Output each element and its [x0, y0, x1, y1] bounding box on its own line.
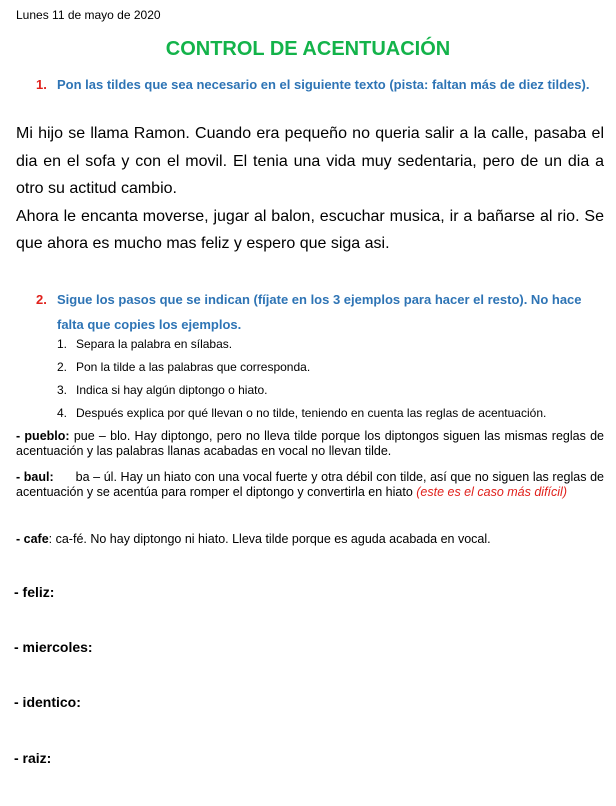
step-number: 4.	[57, 406, 68, 420]
example-cafe	[16, 532, 604, 547]
question-2-text: Sigue los pasos que se indican (fíjate en los 3 ejemplos para hacer el resto). No hace falta que copies los ejemplos.	[57, 292, 582, 332]
example-pueblo	[16, 429, 604, 459]
step-item	[57, 379, 546, 402]
question-1-text: Pon las tildes que sea necesario en el siguiente texto (pista: faltan más de diez tildes).	[57, 77, 590, 92]
example-text: pue – blo. Hay diptongo, pero no lleva tilde porque los diptongos siguen las mismas reglas de acentuación y las palabras llanas acabadas en vocal no llevan tilde.	[16, 429, 605, 458]
step-text: Separa la palabra en sílabas.	[76, 337, 233, 351]
step-text: Indica si hay algún diptongo o hiato.	[76, 383, 268, 397]
example-label: - baul:	[16, 470, 54, 484]
question-1-number: 1.	[36, 77, 47, 92]
exercise-paragraph-1: Mi hijo se llama Ramon. Cuando era pequeño no queria salir a la calle, pasaba el dia en el sofa y con el movil. El tenia una vida muy sedentaria, pero de un dia a otro su actitud cambio.	[16, 125, 604, 197]
step-text: Pon la tilde a las palabras que corresponda.	[76, 360, 311, 374]
exercise-word-miercoles: - miercoles:	[14, 639, 93, 655]
step-item	[57, 356, 546, 379]
exercise-word-identico: - identico:	[14, 694, 81, 710]
step-number: 1.	[57, 337, 68, 351]
example-label: - pueblo:	[16, 429, 70, 443]
steps-list	[57, 333, 546, 425]
question-1	[36, 77, 602, 93]
page-title: CONTROL DE ACENTUACIÓN	[165, 38, 451, 60]
exercise-word-raiz: - raiz:	[14, 750, 52, 766]
example-label: - cafe	[16, 532, 49, 546]
date-header: Lunes 11 de mayo de 2020	[16, 8, 161, 22]
step-number: 3.	[57, 383, 68, 397]
step-item	[57, 402, 546, 425]
exercise-text	[16, 120, 604, 258]
example-text: ba – úl. Hay un hiato con una vocal fuerte y otra débil con tilde, así que no siguen las reglas de acentuación y se acentúa para romper el diptongo y convertirla en hiato	[16, 470, 604, 499]
example-text: : ca-fé. No hay diptongo ni hiato. Lleva tilde porque es aguda acabada en vocal.	[48, 532, 491, 546]
example-note: (este es el caso más difícil)	[416, 485, 567, 499]
step-text: Después explica por qué llevan o no tilde, teniendo en cuenta las reglas de acentuación.	[76, 406, 547, 420]
step-item	[57, 333, 546, 356]
exercise-word-feliz: - feliz:	[14, 584, 55, 600]
step-number: 2.	[57, 360, 68, 374]
exercise-paragraph-2: Ahora le encanta moverse, jugar al balon, escuchar musica, ir a bañarse al rio. Se que ahora es mucho mas feliz y espero que siga asi.	[16, 207, 604, 252]
question-2-number: 2.	[36, 292, 47, 307]
example-baul	[16, 470, 604, 500]
question-2	[36, 287, 606, 337]
